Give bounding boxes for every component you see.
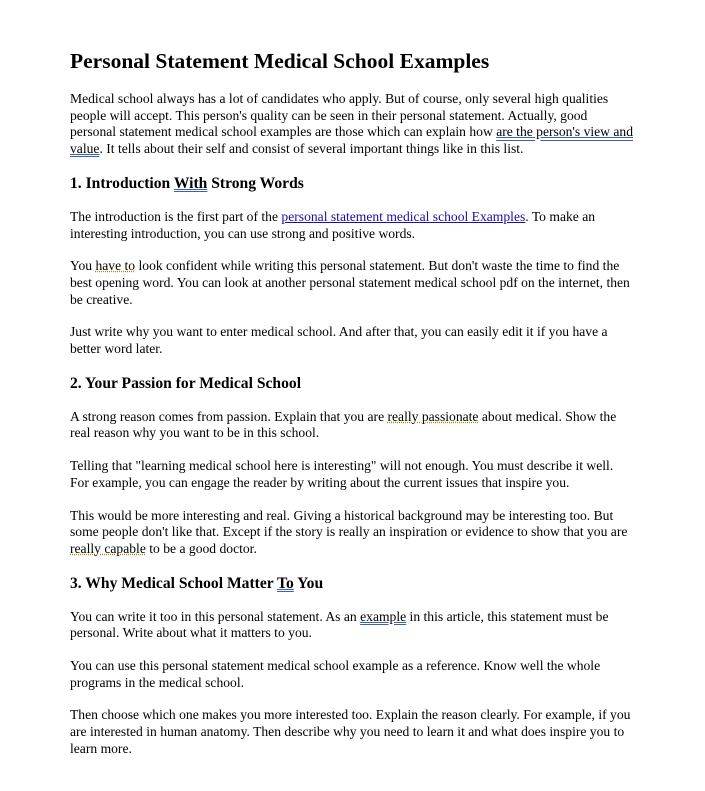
section-1-paragraph-2 <box>70 258 635 308</box>
heading-text-a: 3. Why Medical School Matter <box>70 574 278 592</box>
grammar-flag: really capable <box>70 540 146 556</box>
document-page <box>70 48 635 774</box>
section-1-paragraph-3: Just write why you want to enter medical school. And after that, you can easily edit it if you have a better word later. <box>70 324 608 357</box>
paragraph-text-b: in this article, this statement must be personal. Write about what it matters to you. <box>70 608 609 641</box>
intro-text-b: . It tells about their self and consist of several important things like in this list. <box>99 141 524 157</box>
intro-text-a: Medical school always has a lot of candidates who apply. But of course, only several high qualities people will accept. This person's quality can be seen in their personal statement. Actually, good personal statement medical school examples are those which can explain how <box>70 91 609 140</box>
section-2-paragraph-1 <box>70 409 635 442</box>
grammar-flag: are the person's view and value <box>70 124 634 157</box>
grammar-flag: really passionate <box>387 408 479 424</box>
personal-statement-link[interactable]: personal statement medical school Examples <box>281 208 526 224</box>
grammar-flag: example <box>360 608 407 624</box>
paragraph-text-a: This would be more interesting and real. Giving a historical background may be interesting too. But some people don't like that. Except if the story is really an inspiration or evidence to show that you are <box>70 507 628 540</box>
grammar-flag: With <box>173 174 208 192</box>
section-1-paragraph-1 <box>70 209 635 242</box>
heading-text-b: Strong Words <box>207 174 304 192</box>
grammar-flag: To <box>277 574 294 592</box>
paragraph-text-a: You <box>70 258 96 274</box>
paragraph-text-b: look confident while writing this personal statement. But don't waste the time to find the best opening word. You can look at another personal statement medical school pdf on the internet, then be creative. <box>70 258 630 307</box>
paragraph-text-b: about medical. Show the real reason why you want to be in this school. <box>70 408 617 441</box>
section-2-paragraph-2: Telling that "learning medical school here is interesting" will not enough. You must describe it well. For example, you can engage the reader by writing about the current issues that inspire you. <box>70 458 614 490</box>
paragraph-text-a: A strong reason comes from passion. Explain that you are <box>70 408 388 424</box>
section-3-paragraph-1 <box>70 609 635 642</box>
paragraph-text-b: to be a good doctor. <box>145 540 257 556</box>
section-3-heading <box>70 574 635 593</box>
section-3-paragraph-3: Then choose which one makes you more interested too. Explain the reason clearly. For example, if you are interested in human anatomy. Then describe why you need to learn it and what does inspire you to learn more. <box>70 707 631 756</box>
paragraph-text-a: You can write it too in this personal statement. As an <box>70 608 361 624</box>
document-title: Personal Statement Medical School Examples <box>70 49 490 73</box>
heading-text-b: You <box>293 574 324 592</box>
paragraph-text-a: The introduction is the first part of the <box>70 208 282 224</box>
section-3-paragraph-2: You can use this personal statement medical school example as a reference. Know well the whole programs in the medical school. <box>70 658 601 690</box>
section-2-heading: 2. Your Passion for Medical School <box>70 374 302 392</box>
section-2-paragraph-3 <box>70 508 635 558</box>
paragraph-text-b: . To make an interesting introduction, you can use strong and positive words. <box>70 208 596 241</box>
grammar-flag: have to <box>95 258 136 274</box>
heading-text-a: 1. Introduction <box>70 174 174 192</box>
section-1-heading <box>70 174 635 193</box>
intro-paragraph <box>70 91 635 158</box>
